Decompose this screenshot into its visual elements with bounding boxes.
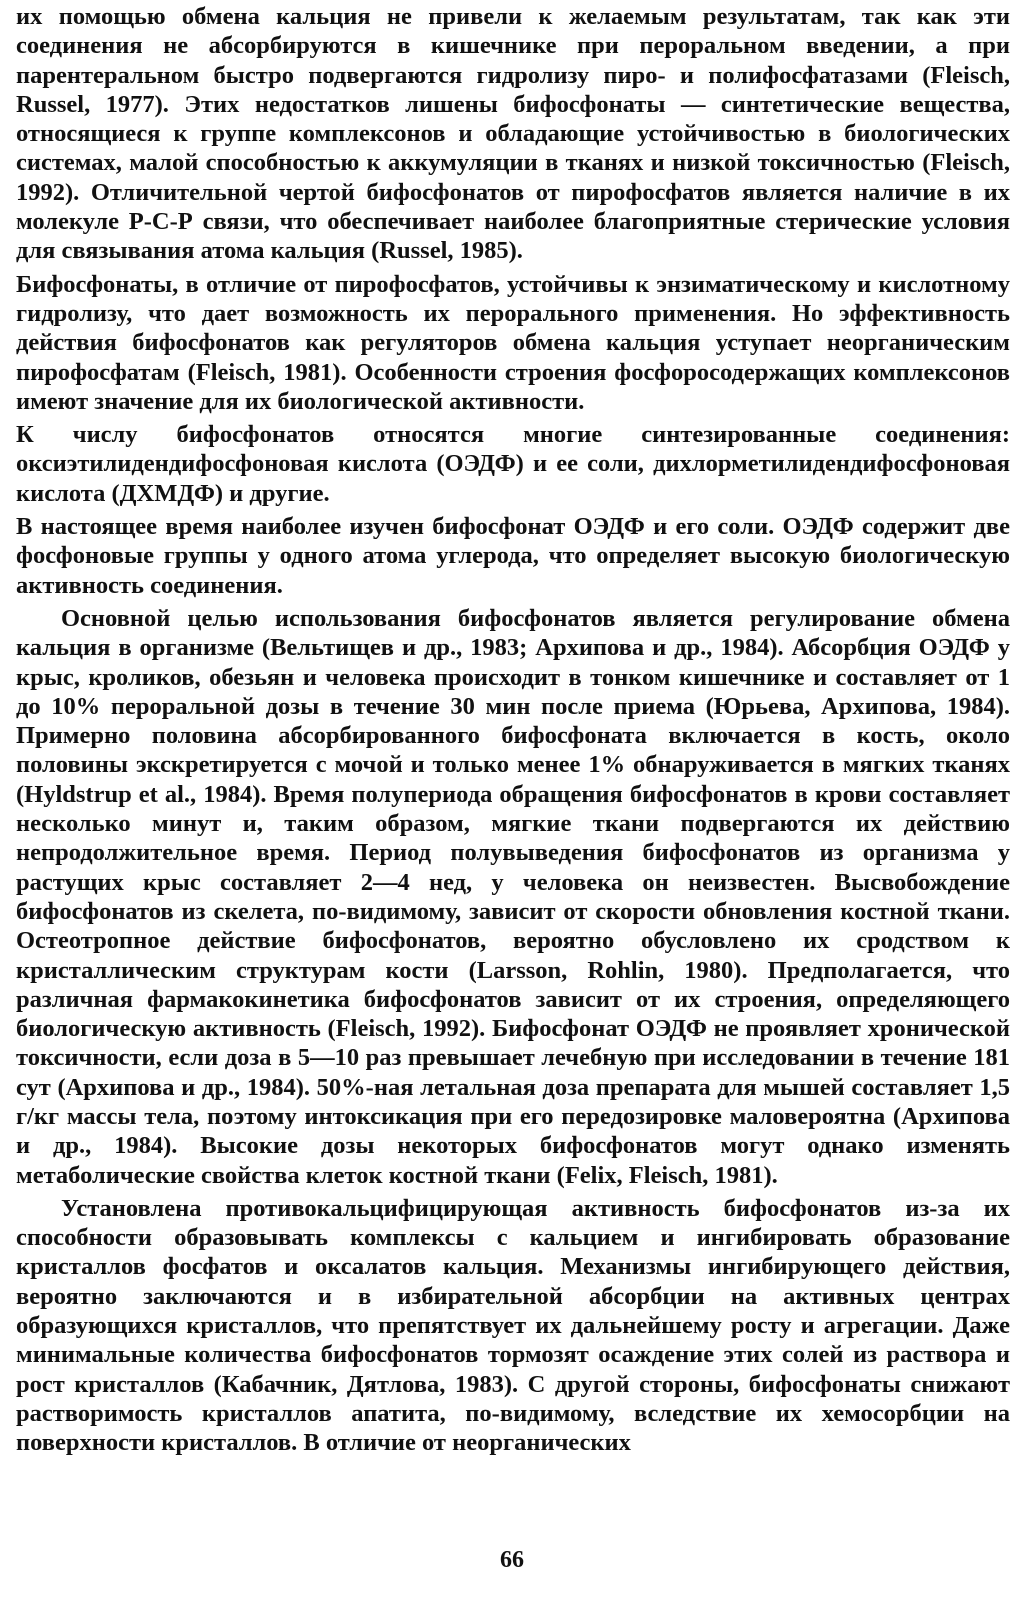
page-number: 66 [500, 1547, 524, 1573]
paragraph-oedf: В настоящее время наиболее изучен бифосфонат ОЭДФ и его соли. ОЭДФ содержит две фосфоновые группы у одного атома углерода, что определяет высокую биологическую активность соединения. [16, 513, 1010, 599]
paragraph-calcium-regulation: Основной целью использования бифосфонатов является регулирование обмена кальция в организме (Вельтищев и др., 1983; Архипова и др., 1984). Абсорбция ОЭДФ у крыс, кроликов, обезьян и человека происходит в тонком кишечнике и составляет от 1 до 10% пероральной дозы в течение 30 мин после приема (Юрьева, Архипова, 1984). Примерно половина абсорбированного бифосфоната включается в кость, около половины экскретируется с мочой и только менее 1% обнаруживается в мягких тканях (Hyldstrup et al., 1984). Время полупериода обращения бифосфонатов в крови составляет несколько минут и, таким образом, мягкие ткани подвергаются их действию непродолжительное время. Период полувыведения бифосфонатов из организма у растущих крыс составляет 2—4 нед, у человека он неизвестен. Высвобождение бифосфонатов из скелета, по-видимому, зависит от скорости обновления костной ткани. Остеотропное действие бифосфонатов, вероятно обусловлено их сродством к кристаллическим структурам кости (Larsson, Rohlin, 1980). Предполагается, что различная фармакокинетика бифосфонатов зависит от их строения, определяющего биологическую активность (Fleisch, 1992). Бифосфонат ОЭДФ не проявляет хронической токсичности, если доза в 5—10 раз превышает лечебную при исследовании в течение 181 сут (Архипова и др., 1984). 50%-ная летальная доза препарата для мышей составляет 1,5 г/кг массы тела, поэтому интоксикация при его передозировке маловероятна (Архипова и др., 1984). Высокие дозы некоторых бифосфонатов могут однако изменять метаболические свойства клеток костной ткани (Felix, Fleisch, 1981). [16, 604, 1010, 1189]
paragraph-continuation: их помощью обмена кальция не привели к желаемым результатам, так как эти соединения не абсорбируются в кишечнике при пероральном введении, а при парентеральном быстро подвергаются гидролизу пиро- и полифосфатазами (Fleisch, Russel, 1977). Этих недостатков лишены бифосфонаты — синтетические вещества, относящиеся к группе комплексонов и обладающие устойчивостью в биологических системах, малой способностью к аккумуляции в тканях и низкой токсичностью (Fleisch, 1992). Отличительной чертой бифосфонатов от пирофосфатов является наличие в их молекуле Р-С-Р связи, что обеспечивает наиболее благоприятные стерические условия для связывания атома кальция (Russel, 1985). [16, 3, 1010, 265]
paragraph-anticalcifying-activity: Установлена противокальцифицирующая активность бифосфонатов из-за их способности образовывать комплексы с кальцием и ингибировать образование кристаллов фосфатов и оксалатов кальция. Механизмы ингибирующего действия, вероятно заключаются и в избирательной абсорбции на активных центрах образующихся кристаллов, что препятствует их дальнейшему росту и агрегации. Даже минимальные количества бифосфонатов тормозят осаждение этих солей из раствора и рост кристаллов (Кабачник, Дятлова, 1983). С другой стороны, бифосфонаты снижают растворимость кристаллов апатита, по-видимому, вследствие их хемосорбции на поверхности кристаллов. В отличие от неорганических [16, 1194, 1010, 1457]
paragraph-bisphosphonates-list: К числу бифосфонатов относятся многие синтезированные соединения: оксиэтилидендифосфоновая кислота (ОЭДФ) и ее соли, дихлорметилидендифосфоновая кислота (ДХМДФ) и другие. [16, 421, 1010, 507]
page-body [16, 2, 1010, 1462]
paragraph-bisphosphonates-stability: Бифосфонаты, в отличие от пирофосфатов, устойчивы к энзиматическому и кислотному гидролизу, что дает возможность их перорального применения. Но эффективность действия бифосфонатов как регуляторов обмена кальция уступает неорганическим пирофосфатам (Fleisch, 1981). Особенности строения фосфоросодержащих комплексонов имеют значение для их биологической активности. [16, 270, 1010, 415]
